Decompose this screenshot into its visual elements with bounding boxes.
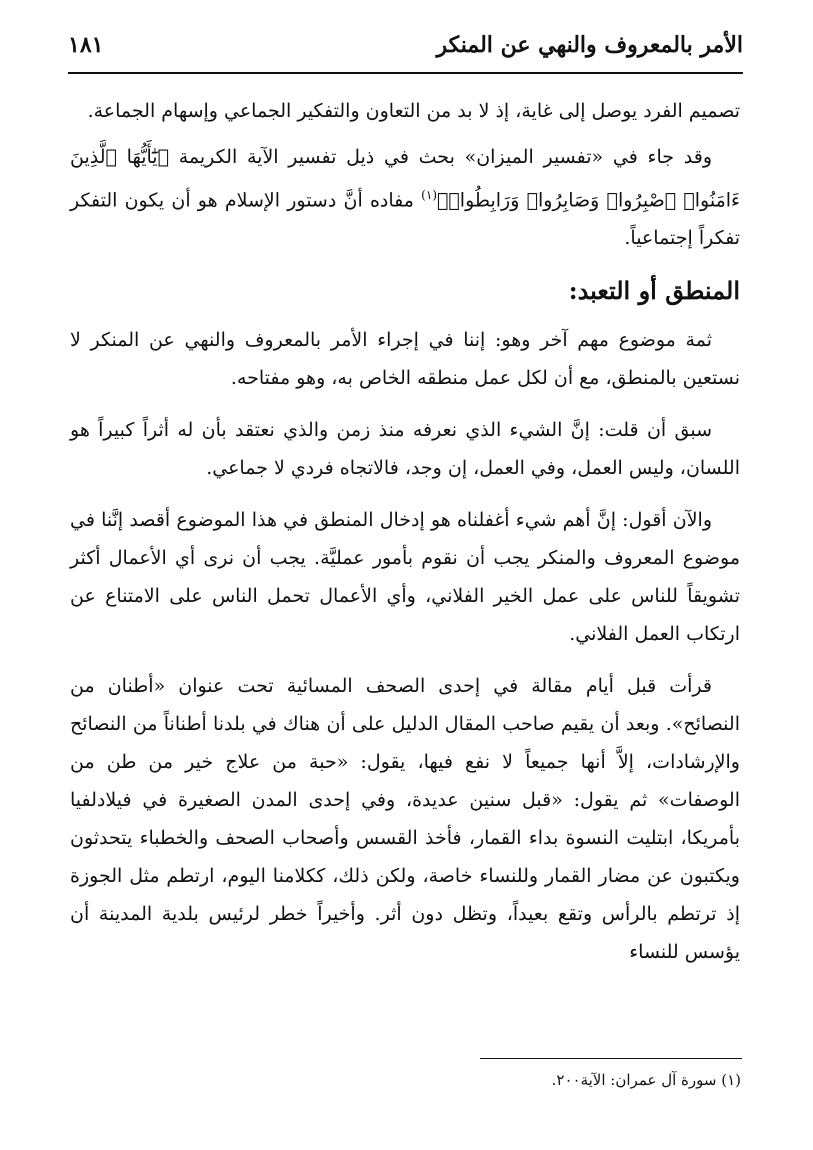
running-header bbox=[68, 30, 743, 70]
header-rule bbox=[68, 72, 743, 74]
footnote-reference[interactable]: (١) bbox=[421, 188, 437, 202]
footnote-rule bbox=[480, 1058, 742, 1059]
paragraph-6: قرأت قبل أيام مقالة في إحدى الصحف المسائية تحت عنوان «أطنان من النصائح». وبعد أن يقيم صاحب المقال الدليل على أن هناك في بلدنا أطناناً من النصائح والإرشادات، إلاَّ أنها جميعاً لا نفع فيها، يقول: «حبة من علاج خير من طن من الوصفات» ثم يقول: «قبل سنين عديدة، وفي إحدى المدن الصغيرة في فيلادلفيا بأمريكا، ابتليت النسوة بداء القمار، فأخذ القسس وأصحاب الصحف والخطباء يتحدثون ويكتبون عن مضار القمار وللنساء خاصة، ولكن ذلك، ككلامنا اليوم، ارتطم مثل الجوزة إذ ترتطم بالرأس وتقع بعيداً، وتظل دون أثر. وأخيراً خطر لرئيس بلدية المدينة أن يؤسس للنساء bbox=[70, 675, 740, 964]
paragraph-2-intro: وقد جاء في «تفسير الميزان» بحث في ذيل تفسير الآية الكريمة bbox=[168, 146, 712, 168]
paragraph-4: سبق أن قلت: إنَّ الشيء الذي نعرفه منذ زمن والذي نعتقد بأن له أثراً كبيراً هو اللسان، وليس العمل، وفي العمل، إن وجد، فالاتجاه فردي لا جماعي. bbox=[70, 419, 740, 480]
paragraph-2-rest: مفاده أنَّ دستور الإسلام هو أن يكون التفكر تفكراً إجتماعياً. bbox=[70, 189, 740, 250]
paragraph-5: والآن أقول: إنَّ أهم شيء أغفلناه هو إدخال المنطق في هذا الموضوع أقصد إنَّنا في موضوع المعروف والمنكر يجب أن نقوم بأمور عمليَّة. يجب أن نرى أي الأعمال أكثر تشويقاً للناس على عمل الخير الفلاني، وأي الأعمال تحمل الناس على الامتناع عن ارتكاب العمل الفلاني. bbox=[70, 509, 740, 646]
section-heading: المنطق أو التعبد: bbox=[568, 276, 740, 306]
header-title: الأمر بالمعروف والنهي عن المنكر bbox=[436, 32, 743, 58]
page-number: ١٨١ bbox=[68, 32, 104, 58]
paragraph-3: ثمة موضوع مهم آخر وهو: إننا في إجراء الأمر بالمعروف والنهي عن المنكر لا نستعين بالمنطق، مع أن لكل عمل منطقه الخاص به، وهو مفتاحه. bbox=[70, 329, 740, 390]
footnote: (١) سورة آل عمران: الآية٢٠٠. bbox=[551, 1071, 741, 1089]
quran-verse: ﴿يَٰٓأَيُّهَا ٱلَّذِينَ ءَامَنُوا۟ ٱصْبِرُوا۟ وَصَابِرُوا۟ وَرَابِطُوا۟﴾ bbox=[70, 146, 740, 212]
paragraph-1: تصميم الفرد يوصل إلى غاية، إذ لا بد من التعاون والتفكير الجماعي وإسهام الجماعة. bbox=[87, 100, 740, 122]
paragraph-2 bbox=[70, 138, 740, 257]
body-text bbox=[70, 92, 740, 985]
